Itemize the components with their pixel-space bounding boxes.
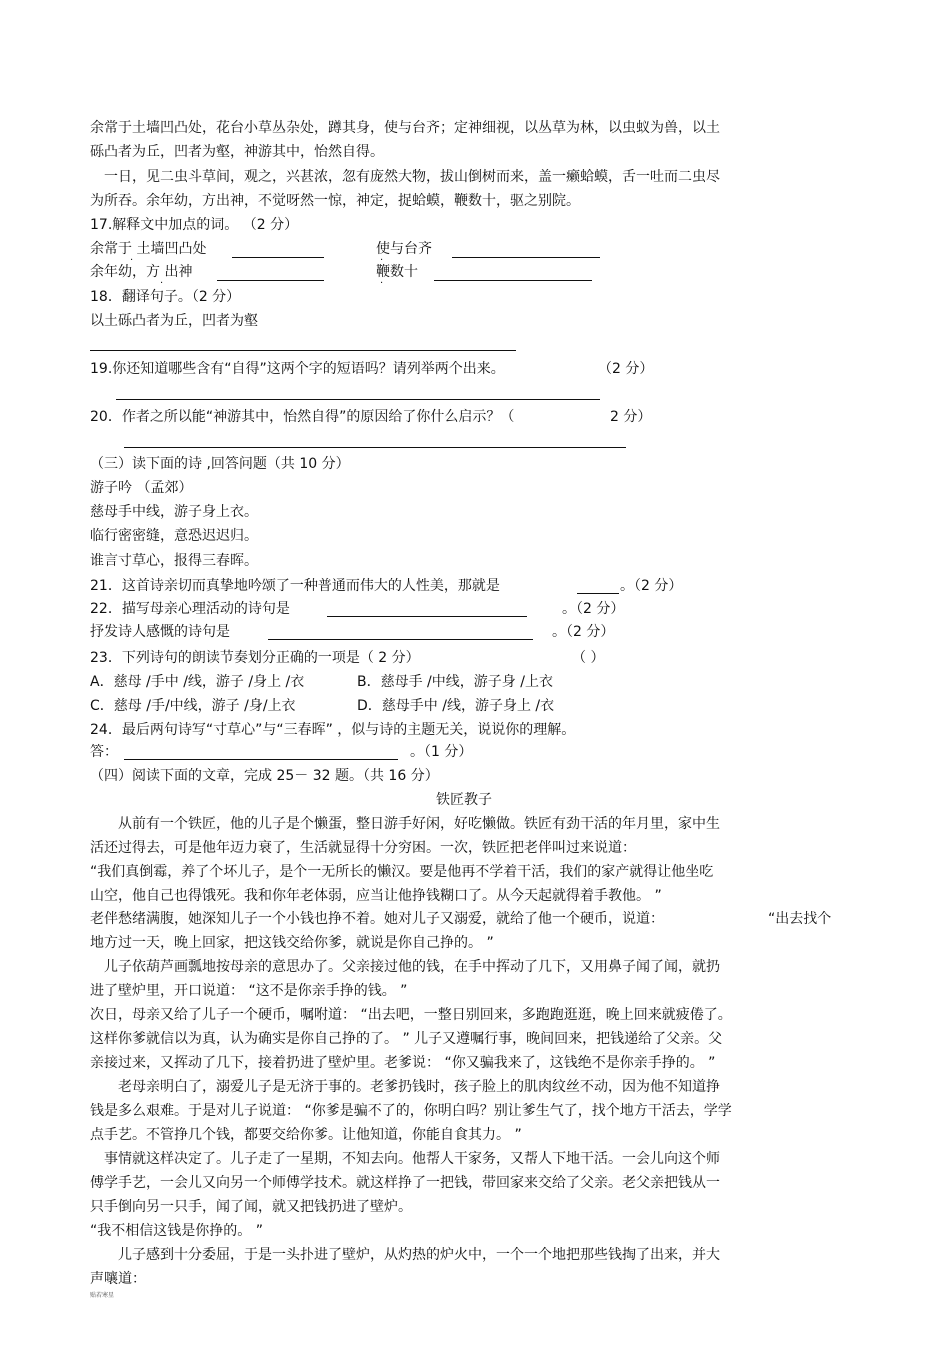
story-line: 钱是多么艰难。于是对儿子说道： “你爹是骗不了的，你明白吗？别让爹生气了，找个地方干活去，学学 — [90, 1103, 732, 1119]
question-20-stem: 20．作者之所以能“神游其中，怡然自得”的原因给了你什么启示？（ — [90, 409, 515, 425]
q19-points: （2 分） — [598, 361, 654, 377]
emphasis-dot: · — [130, 255, 134, 266]
story-line: 傅学手艺，一会儿又向另一个师傅学技术。就这样挣了一把钱，带回家来交给了父亲。老父亲把钱从一 — [90, 1175, 720, 1191]
question-17-stem: 17.解释文中加点的词。 （2 分） — [90, 217, 299, 233]
emphasis-dot: · — [380, 255, 384, 266]
passage-line: 余常于土墙凹凸处，花台小草丛杂处，蹲其身，使与台齐；定神细视，以丛草为林，以虫蚁为兽，以土 — [90, 120, 720, 136]
story-line: 儿子依葫芦画瓢地按母亲的意思办了。父亲接过他的钱，在手中挥动了几下，又用鼻子闻了闻，就扔 — [104, 959, 720, 975]
q17-item-b: 使与台齐 — [376, 241, 432, 257]
passage-line: 一日，见二虫斗草间，观之，兴甚浓，忽有庞然大物，拔山倒树而来，盖一癞蛤蟆，舌一吐而二虫尽 — [104, 169, 720, 185]
story-line: 这样你爹就信以为真，认为确实是你自己挣的了。 ” 儿子又遵嘱行事，晚间回来，把钱递给了父亲。父 — [90, 1031, 723, 1047]
question-24-stem: 24．最后两句诗写“寸草心”与“三春晖” ，似与诗的主题无关，说说你的理解。 — [90, 722, 576, 738]
story-line: 老伴愁绪满腹，她深知儿子一个小钱也挣不着。她对儿子又溺爱，就给了他一个硬币，说道： — [90, 911, 664, 927]
q22-points: 。（2 分） — [562, 601, 625, 617]
q23-option-d[interactable]: D．慈母手中 /线，游子身上 /衣 — [357, 698, 555, 714]
q17-answer-blank-b[interactable] — [452, 257, 600, 258]
story-line: 只手倒向另一只手，闻了闻，就又把钱扔进了壁炉。 — [90, 1199, 412, 1215]
q19-answer-line[interactable] — [116, 399, 600, 400]
q24-answer-label: 答： — [90, 744, 118, 760]
story-line: 点手艺。不管挣几个钱，都要交给你爹。让他知道，你能自食其力。 ” — [90, 1127, 522, 1143]
question-18-stem: 18．翻译句子。（2 分） — [90, 289, 241, 305]
q21-points: 。（2 分） — [620, 578, 683, 594]
poem-title: 游子吟 （孟郊） — [90, 480, 193, 496]
story-line: 声嚷道： — [90, 1271, 146, 1287]
story-line: 地方过一天，晚上回家，把这钱交给你爹，就说是你自己挣的。 ” — [90, 935, 494, 951]
question-19-stem: 19.你还知道哪些含有“自得”这两个字的短语吗？请列举两个出来。 — [90, 361, 505, 377]
q23-option-c[interactable]: C．慈母 /手/中线，游子 /身/上衣 — [90, 698, 296, 714]
story-line: “我们真倒霉，养了个坏儿子，是个一无所长的懒汉。要是他再不学着干活，我们的家产就得让他坐吃 — [90, 864, 714, 880]
q18-sentence: 以土砾凸者为丘，凹者为壑 — [90, 313, 258, 329]
q17-answer-blank-c[interactable] — [217, 280, 324, 281]
q23-option-a[interactable]: A．慈母 /手中 /线，游子 /身上 /衣 — [90, 674, 305, 690]
story-line: 从前有一个铁匠，他的儿子是个懒蛋，整日游手好闲，好吃懒做。铁匠有劲干活的年月里，家中生 — [118, 816, 720, 832]
section-4-heading: （四）阅读下面的文章，完成 25－ 32 题。（共 16 分） — [90, 768, 439, 784]
story-line: 事情就这样决定了。儿子走了一星期，不知去向。他帮人干家务，又帮人下地干活。一会儿向这个师 — [104, 1151, 720, 1167]
question-22-stem: 22．描写母亲心理活动的诗句是 — [90, 601, 290, 617]
story-line: 儿子感到十分委屈，于是一头扑进了壁炉，从灼热的炉火中，一个一个地把那些钱掏了出来，并大 — [118, 1247, 720, 1263]
poem-line: 慈母手中线，游子身上衣。 — [90, 504, 258, 520]
q17-answer-blank-d[interactable] — [434, 280, 592, 281]
poem-line: 临行密密缝，意恐迟迟归。 — [90, 528, 258, 544]
passage-line: 为所吞。余年幼，方出神，不觉呀然一惊，神定，捉蛤蟆，鞭数十，驱之别院。 — [90, 193, 580, 209]
story-line: 亲接过来，又挥动了几下，接着扔进了壁炉里。老爹说： “你又骗我来了，这钱绝不是你亲手挣的。 ” — [90, 1055, 716, 1071]
story-line: 活还过得去，可是他年迈力衰了，生活就显得十分穷困。一次，铁匠把老伴叫过来说道： — [90, 840, 636, 856]
q17-item-c: 余年幼，方 出神 — [90, 264, 193, 280]
q17-answer-blank-a[interactable] — [232, 257, 324, 258]
q24-answer-line[interactable] — [124, 759, 398, 760]
q18-answer-line[interactable] — [90, 350, 516, 351]
story-line: “我不相信这钱是你挣的。 ” — [90, 1223, 263, 1239]
q22-answer-blank-1[interactable] — [327, 616, 527, 617]
question-22-stem-2: 抒发诗人感慨的诗句是 — [90, 624, 230, 640]
q17-item-d: 鞭数十 — [376, 264, 418, 280]
q23-answer-paren[interactable]: （ ） — [572, 650, 605, 666]
page-footer: 贴若寒星 — [90, 1292, 115, 1299]
q20-points: 2 分） — [610, 409, 652, 425]
story-line: 进了壁炉里，开口说道： “这不是你亲手挣的钱。 ” — [90, 983, 408, 999]
question-23-stem: 23．下列诗句的朗读节奏划分正确的一项是（ 2 分） — [90, 650, 420, 666]
section-3-heading: （三）读下面的诗 ,回答问题（共 10 分） — [90, 456, 350, 472]
q24-points: 。（1 分） — [410, 744, 473, 760]
poem-line: 谁言寸草心，报得三春晖。 — [90, 553, 258, 569]
q20-answer-line[interactable] — [124, 447, 626, 448]
story-line: 山空，他自己也得饿死。我和你年老体弱，应当让他挣钱糊口了。从今天起就得着手教他。 ” — [90, 888, 662, 904]
story-line: 老母亲明白了，溺爱儿子是无济于事的。老爹扔钱时，孩子脸上的肌肉纹丝不动，因为他不知道挣 — [118, 1079, 720, 1095]
story-line: “出去找个 — [768, 911, 832, 927]
story-title: 铁匠教子 — [436, 792, 492, 808]
question-21-stem: 21．这首诗亲切而真挚地吟颂了一种普通而伟大的人性美，那就是 — [90, 578, 500, 594]
q21-answer-blank[interactable] — [577, 593, 619, 594]
q23-option-b[interactable]: B．慈母手 /中线，游子身 /上衣 — [357, 674, 553, 690]
q22-points-2: 。（2 分） — [552, 624, 615, 640]
emphasis-dot: · — [380, 278, 384, 289]
passage-line: 砾凸者为丘，凹者为壑，神游其中，怡然自得。 — [90, 144, 384, 160]
q17-item-a: 余常于 土墙凹凸处 — [90, 241, 207, 257]
q22-answer-blank-2[interactable] — [268, 639, 533, 640]
story-line: 次日，母亲又给了儿子一个硬币，嘱咐道： “出去吧，一整日别回来，多跑跑逛逛，晚上回来就疲倦了。 — [90, 1007, 732, 1023]
emphasis-dot: · — [160, 278, 164, 289]
